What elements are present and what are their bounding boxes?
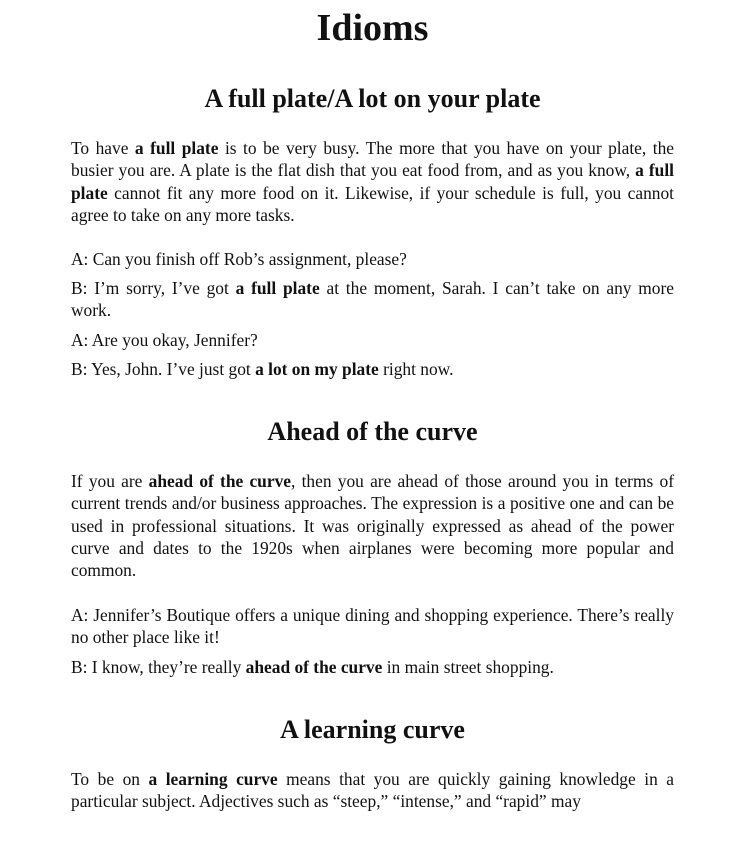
dialogue-line: B: I know, they’re really ahead of the curve in main street shopping. — [71, 657, 554, 677]
section-heading-ahead-of-curve: Ahead of the curve — [267, 417, 478, 446]
section-heading-full-plate: A full plate/A lot on your plate — [204, 84, 541, 113]
idiom-phrase: a lot on my plate — [255, 359, 379, 379]
dialogue-line: A: Can you finish off Rob’s assignment, please? — [71, 249, 407, 269]
idiom-phrase: ahead of the curve — [148, 471, 291, 491]
definition-paragraph-ahead-of-curve: If you are ahead of the curve, then you are ahead of those around you in terms of current trends and/or business approaches. The expression is a positive one and can be used in professional situations. It was originally expressed as ahead of the power curve and dates to the 1920s when airplanes were becoming more popular and common. — [71, 471, 674, 581]
definition-paragraph-full-plate: To have a full plate is to be very busy. The more that you have on your plate, the busier you are. A plate is the flat dish that you eat food from, and as you know, a full plate cannot fit any more food on it. Likewise, if your schedule is full, you cannot agree to take on any more tasks. — [71, 138, 675, 225]
page-title: Idioms — [316, 7, 429, 49]
idiom-phrase: a learning curve — [148, 769, 278, 789]
definition-paragraph-learning-curve: To be on a learning curve means that you are quickly gaining knowledge in a particular subject. Adjectives such as “steep,” “intense,” and “rapid” may — [71, 769, 675, 812]
dialogue-line: A: Jennifer’s Boutique offers a unique dining and shopping experience. There’s really no other place like it! — [71, 605, 674, 647]
dialogue-line: B: Yes, John. I’ve just got a lot on my plate right now. — [71, 359, 454, 379]
dialogue-line: B: I’m sorry, I’ve got a full plate at the moment, Sarah. I can’t take on any more work. — [71, 278, 674, 320]
idiom-phrase: a full plate — [235, 278, 320, 298]
idiom-phrase: a full plate — [134, 138, 219, 158]
section-heading-learning-curve: A learning curve — [280, 715, 465, 744]
idiom-phrase: ahead of the curve — [245, 657, 383, 677]
idiom-phrase: a full plate — [71, 160, 675, 203]
dialogue-line: A: Are you okay, Jennifer? — [71, 330, 258, 350]
